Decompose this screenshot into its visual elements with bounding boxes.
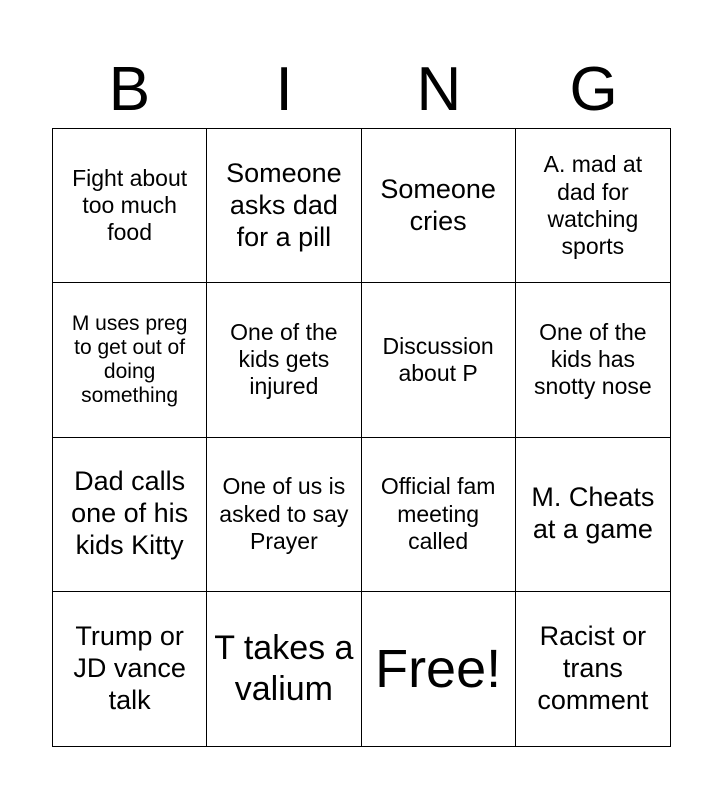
cell-text: One of the kids has snotty nose (534, 319, 652, 400)
cell-text: Official fam meeting called (380, 473, 496, 554)
bingo-cell[interactable] (207, 283, 361, 437)
cell-text: A. mad at dad for watching sports (543, 151, 643, 259)
cell-text: M uses preg to get out of doing something (71, 311, 188, 408)
bingo-header (52, 52, 671, 128)
cell-text: M. Cheats at a game (531, 482, 655, 545)
cell-text: Someone asks dad for a pill (226, 157, 342, 252)
cell-text: T takes a valium (214, 629, 354, 708)
bingo-cell[interactable] (207, 129, 361, 283)
bingo-cell[interactable] (362, 438, 516, 592)
cell-text: Fight about too much food (72, 164, 188, 246)
bingo-cell[interactable] (516, 283, 670, 437)
bingo-cell[interactable] (362, 283, 516, 437)
cell-text: Dad calls one of his kids Kitty (71, 466, 189, 561)
bingo-cell[interactable] (516, 438, 670, 592)
bingo-cell[interactable] (53, 129, 207, 283)
bingo-cell[interactable] (53, 438, 207, 592)
cell-text: Trump or JD vance talk (73, 621, 186, 715)
header-letter-i: I (275, 55, 293, 124)
bingo-cell[interactable] (53, 283, 207, 437)
free-space-text: Free! (375, 638, 502, 699)
cell-text: Discussion about P (382, 332, 494, 386)
bingo-cell[interactable] (207, 438, 361, 592)
bingo-cell[interactable] (207, 592, 361, 746)
cell-text: Someone cries (380, 173, 496, 236)
cell-text: One of the kids gets injured (230, 319, 338, 400)
header-letter-n: N (416, 55, 462, 124)
bingo-cell[interactable] (516, 592, 670, 746)
header-letter-b: B (108, 55, 151, 124)
cell-text: Racist or trans comment (537, 621, 649, 715)
bingo-cell[interactable] (516, 129, 670, 283)
cell-text: One of us is asked to say Prayer (219, 473, 349, 554)
free-space-cell[interactable] (362, 592, 516, 746)
bingo-cell[interactable] (362, 129, 516, 283)
bingo-grid (52, 128, 671, 747)
bingo-cell[interactable] (53, 592, 207, 746)
header-letter-g: G (569, 55, 618, 124)
